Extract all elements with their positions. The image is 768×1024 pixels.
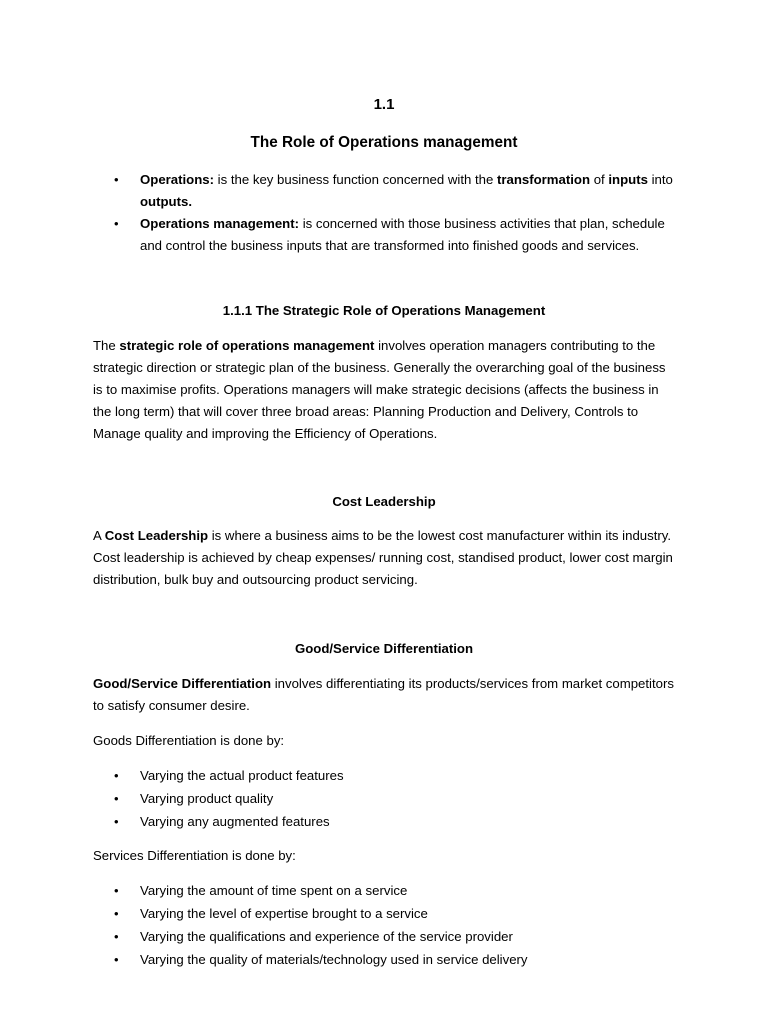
differentiation-heading: Good/Service Differentiation — [294, 641, 474, 656]
cost-leadership-heading: Cost Leadership — [332, 494, 436, 509]
list-item: • Varying product quality — [93, 787, 675, 810]
bullet-icon: • — [114, 791, 119, 806]
bullet-icon: • — [114, 216, 119, 231]
list-item: • Varying the amount of time spent on a service — [93, 879, 675, 902]
bullet-icon: • — [114, 883, 119, 898]
bullet-icon: • — [114, 814, 119, 829]
bullet-icon: • — [114, 172, 119, 187]
services-intro: Services Differentiation is done by: — [93, 848, 296, 863]
section-number: 1.1 — [373, 96, 395, 113]
term-operations: Operations: — [140, 172, 215, 187]
intro-bullet-list — [93, 169, 675, 257]
cost-leadership-paragraph: A Cost Leadership is where a business aims to be the lowest cost manufacturer within its industry. Cost leadership is achieved by cheap expenses/ running cost, standised product, lower cost margin distribution, bulk buy and outsourcing product servicing. — [93, 528, 673, 587]
list-item: • Varying any augmented features — [93, 810, 675, 833]
goods-list — [93, 764, 675, 833]
bullet-icon: • — [114, 929, 119, 944]
list-item: • Varying the quality of materials/technology used in service delivery — [93, 948, 675, 971]
bullet-icon: • — [114, 768, 119, 783]
term-operations-management: Operations management: — [140, 216, 300, 231]
list-item: • Operations management: is concerned with those business activities that plan, schedule and control the business inputs that are transformed into finished goods and services. — [93, 213, 675, 257]
differentiation-paragraph: Good/Service Differentiation involves differentiating its products/services from market competitors to satisfy consumer desire. — [93, 676, 674, 713]
list-item: • Varying the qualifications and experience of the service provider — [93, 925, 675, 948]
strategic-paragraph: The strategic role of operations management involves operation managers contributing to the strategic direction or strategic plan of the business. Generally the overarching goal of the business is to maximise profits. Operations managers will make strategic decisions (affects the business in the long term) that will cover three broad areas: Planning Production and Delivery, Controls to Manage quality and improving the Efficiency of Operations. — [93, 338, 666, 441]
bullet-icon: • — [114, 906, 119, 921]
strategic-heading: 1.1.1 The Strategic Role of Operations Management — [222, 303, 546, 318]
list-item: • Varying the level of expertise brought to a service — [93, 902, 675, 925]
list-item: • Operations: is the key business function concerned with the transformation of inputs into outputs. — [93, 169, 675, 213]
list-item: • Varying the actual product features — [93, 764, 675, 787]
page-title: The Role of Operations management — [250, 134, 518, 151]
bullet-icon: • — [114, 952, 119, 967]
services-list — [93, 879, 675, 971]
goods-intro: Goods Differentiation is done by: — [93, 733, 285, 748]
